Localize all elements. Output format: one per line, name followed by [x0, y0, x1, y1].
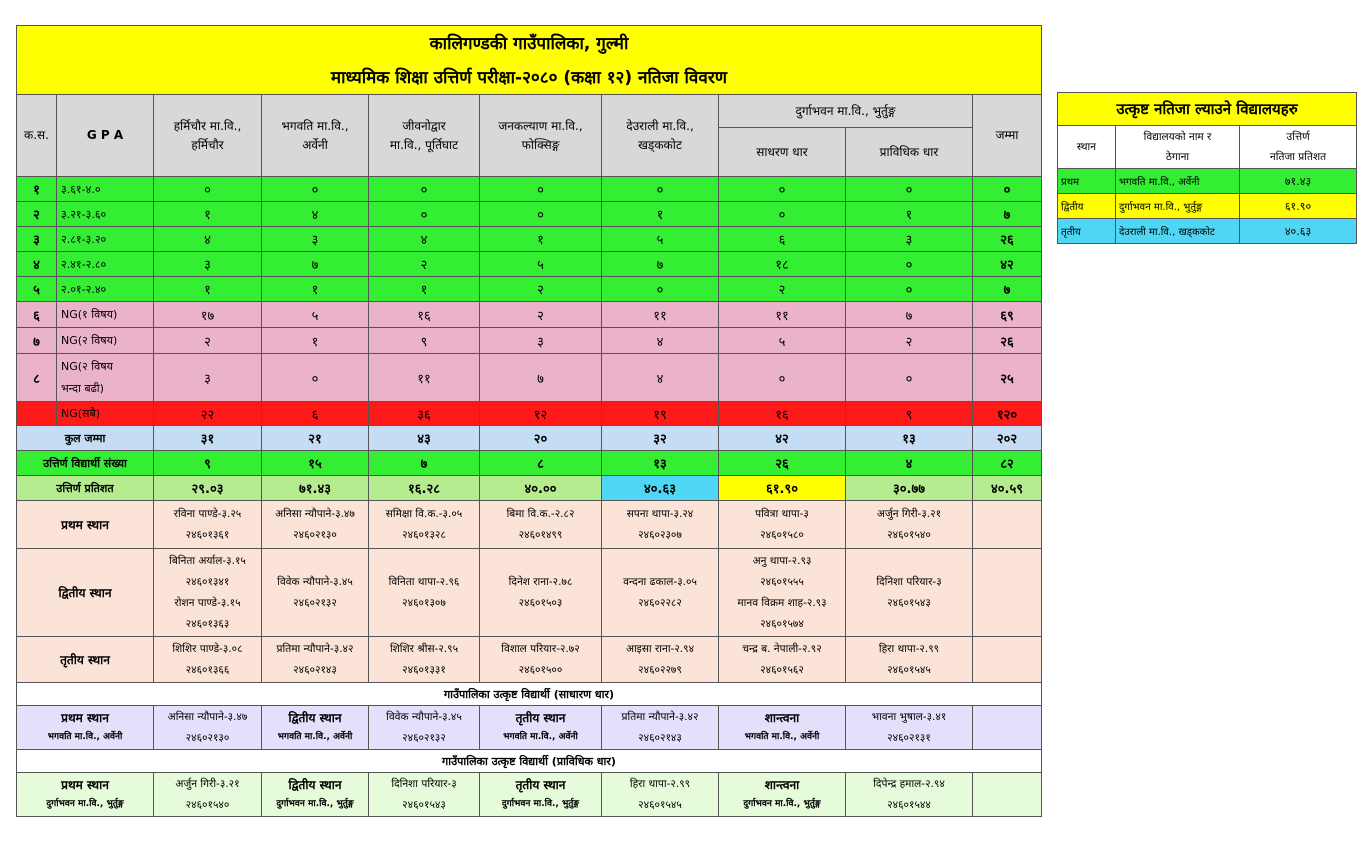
- best-percent: ६१.९०: [1240, 194, 1357, 219]
- row-value: ५: [719, 328, 846, 354]
- header-school-4: जनकल्याण मा.वि., फोक्सिङ्ग: [480, 95, 602, 177]
- row-value: ०: [602, 277, 719, 302]
- passed-cell: ९: [154, 451, 262, 476]
- row-value: १: [602, 202, 719, 227]
- third-place-row: [17, 637, 1042, 683]
- header-school-2: भगवति मा.वि., अर्वेनी: [262, 95, 369, 177]
- third-place-label: तृतीय स्थान: [17, 637, 154, 683]
- row-gpa: २.८१-३.२०: [57, 227, 154, 252]
- first-place-cell: समिक्षा वि.क.-३.०५ २४६०१३२८: [369, 501, 480, 549]
- gpa-row: [17, 354, 1042, 402]
- row-value: १: [154, 202, 262, 227]
- row-value: १: [262, 277, 369, 302]
- row-value: ३: [480, 328, 602, 354]
- row-sn: ५: [17, 277, 57, 302]
- total-label: कुल जम्मा: [17, 426, 154, 451]
- best-schools-title: उत्कृष्ट नतिजा ल्याउने विद्यालयहरु: [1058, 93, 1357, 126]
- passed-label: उत्तिर्ण विद्यार्थी संख्या: [17, 451, 154, 476]
- best-schools-table: [1057, 92, 1357, 244]
- third-place-cell: आइसा राना-२.९४ २४६०२२७९: [602, 637, 719, 683]
- gpa-row: [17, 302, 1042, 328]
- row-value: २: [480, 277, 602, 302]
- row-gpa: NG(२ विषय भन्दा बढी): [57, 354, 154, 402]
- total-cell: ३१: [154, 426, 262, 451]
- total-cell: २१: [262, 426, 369, 451]
- header-gpa: G P A: [57, 95, 154, 177]
- general-second-student: विवेक न्यौपाने-३.४५ २४६०२१३२: [369, 706, 480, 750]
- row-value: ५: [602, 227, 719, 252]
- row-gpa: NG(२ विषय): [57, 328, 154, 354]
- row-value: १: [846, 202, 973, 227]
- row-value: २: [846, 328, 973, 354]
- row-value: ४: [602, 354, 719, 402]
- row-value: २२: [154, 402, 262, 426]
- technical-consolation-label: शान्त्वना दुर्गाभवन मा.वि., भुर्तुङ्ग: [719, 773, 846, 817]
- general-stream-row: [17, 706, 1042, 750]
- row-value: ०: [846, 252, 973, 277]
- row-total: १२०: [973, 402, 1042, 426]
- pass-percent-row: [17, 476, 1042, 501]
- row-gpa: २.०१-२.४०: [57, 277, 154, 302]
- passed-cell: ४: [846, 451, 973, 476]
- row-sn: ३: [17, 227, 57, 252]
- row-total: २५: [973, 354, 1042, 402]
- row-value: ३: [154, 252, 262, 277]
- second-place-cell: दिनेश राना-२.७८ २४६०१५०३: [480, 549, 602, 637]
- best-rank: द्वितीय: [1058, 194, 1116, 219]
- row-value: ९: [846, 402, 973, 426]
- second-place-empty: [973, 549, 1042, 637]
- third-place-cell: शिशिर श्रीस-२.९५ २४६०१३३१: [369, 637, 480, 683]
- row-value: ०: [719, 202, 846, 227]
- passed-cell: २६: [719, 451, 846, 476]
- row-value: ०: [602, 177, 719, 202]
- technical-consolation-student: दिपेन्द्र हमाल-२.९४ २४६०१५४४: [846, 773, 973, 817]
- pass-percent-cell: ६१.९०: [719, 476, 846, 501]
- third-place-cell: चन्द्र ब. नेपाली-२.९२ २४६०१५६२: [719, 637, 846, 683]
- row-value: १६: [719, 402, 846, 426]
- row-value: ९: [369, 328, 480, 354]
- row-value: २: [719, 277, 846, 302]
- passed-cell: १३: [602, 451, 719, 476]
- total-cell: १३: [846, 426, 973, 451]
- row-total: ७: [973, 277, 1042, 302]
- total-cell: ४३: [369, 426, 480, 451]
- header-school-1: हर्मिचौर मा.वि., हर्मिचौर: [154, 95, 262, 177]
- row-value: ७: [262, 252, 369, 277]
- first-place-cell: सपना थापा-३.२४ २४६०२३०७: [602, 501, 719, 549]
- row-value: १९: [602, 402, 719, 426]
- second-place-row: [17, 549, 1042, 637]
- row-value: ४: [602, 328, 719, 354]
- general-third-label: तृतीय स्थान भगवति मा.वि., अर्वेनी: [480, 706, 602, 750]
- general-stream-heading-row: [17, 683, 1042, 706]
- row-total: २६: [973, 227, 1042, 252]
- row-total: ४२: [973, 252, 1042, 277]
- gpa-row: [17, 227, 1042, 252]
- general-third-student: प्रतिमा न्यौपाने-३.४२ २४६०२१४३: [602, 706, 719, 750]
- pass-percent-cell: ४०.६३: [602, 476, 719, 501]
- general-second-label: द्वितीय स्थान भगवति मा.वि., अर्वेनी: [262, 706, 369, 750]
- row-value: २: [154, 328, 262, 354]
- row-value: ६: [719, 227, 846, 252]
- row-sn: [17, 402, 57, 426]
- best-row: [1058, 169, 1357, 194]
- best-school: दुर्गाभवन मा.वि., भुर्तुङ्ग: [1116, 194, 1240, 219]
- row-sn: ७: [17, 328, 57, 354]
- general-first-label: प्रथम स्थान भगवति मा.वि., अर्वेनी: [17, 706, 154, 750]
- pass-percent-label: उत्तिर्ण प्रतिशत: [17, 476, 154, 501]
- row-value: ७: [846, 302, 973, 328]
- best-rank: तृतीय: [1058, 219, 1116, 244]
- row-value: ०: [846, 277, 973, 302]
- row-total: ६९: [973, 302, 1042, 328]
- row-gpa: NG(१ विषय): [57, 302, 154, 328]
- gpa-row: [17, 277, 1042, 302]
- row-value: ०: [846, 354, 973, 402]
- row-total: २६: [973, 328, 1042, 354]
- best-rank: प्रथम: [1058, 169, 1116, 194]
- general-stream-heading: गाउँपालिका उत्कृष्ट विद्यार्थी (साधारण धार): [17, 683, 1042, 706]
- best-row: [1058, 194, 1357, 219]
- passed-cell: ७: [369, 451, 480, 476]
- gpa-row: [17, 402, 1042, 426]
- gpa-row: [17, 202, 1042, 227]
- row-value: ४: [262, 202, 369, 227]
- row-value: ०: [480, 177, 602, 202]
- third-place-empty: [973, 637, 1042, 683]
- general-consolation-student: भावना भुषाल-३.४१ २४६०२१३१: [846, 706, 973, 750]
- second-place-cell: अनु थापा-२.९३ २४६०१५५५ मानव विक्रम शाह-२.९३ २४६०१५७४: [719, 549, 846, 637]
- row-value: ६: [262, 402, 369, 426]
- technical-empty: [973, 773, 1042, 817]
- pass-percent-cell: २९.०३: [154, 476, 262, 501]
- first-place-label: प्रथम स्थान: [17, 501, 154, 549]
- row-value: १८: [719, 252, 846, 277]
- header-general-stream: साधरण धार: [719, 128, 846, 177]
- header-sn: क.स.: [17, 95, 57, 177]
- second-place-cell: दिनिशा परियार-३ २४६०१५४३: [846, 549, 973, 637]
- total-row: [17, 426, 1042, 451]
- second-place-cell: बिनिता अर्याल-३.१५ २४६०१३४१ रोशन पाण्डे-३.१५ २४६०१३६३: [154, 549, 262, 637]
- best-percent: ४०.६३: [1240, 219, 1357, 244]
- row-value: ०: [262, 177, 369, 202]
- row-value: १६: [369, 302, 480, 328]
- row-total: ७: [973, 202, 1042, 227]
- gpa-row: [17, 252, 1042, 277]
- best-school: भगवति मा.वि., अर्वेनी: [1116, 169, 1240, 194]
- gpa-row: [17, 177, 1042, 202]
- second-place-cell: विनिता थापा-२.९६ २४६०१३०७: [369, 549, 480, 637]
- gpa-row: [17, 328, 1042, 354]
- row-value: ३: [846, 227, 973, 252]
- third-place-cell: हिरा थापा-२.९९ २४६०१५४५: [846, 637, 973, 683]
- row-value: ७: [602, 252, 719, 277]
- row-value: १: [262, 328, 369, 354]
- second-place-cell: विवेक न्यौपाने-३.४५ २४६०२१३२: [262, 549, 369, 637]
- header-total: जम्मा: [973, 95, 1042, 177]
- row-value: ०: [154, 177, 262, 202]
- row-value: ११: [719, 302, 846, 328]
- pass-percent-cell: ३०.७७: [846, 476, 973, 501]
- row-value: ०: [846, 177, 973, 202]
- third-place-cell: शिशिर पाण्डे-३.०८ २४६०१३६६: [154, 637, 262, 683]
- header-technical-stream: प्राविधिक धार: [846, 128, 973, 177]
- page-subtitle: माध्यमिक शिक्षा उत्तिर्ण परीक्षा-२०८० (कक्षा १२) नतिजा विवरण: [17, 58, 1042, 95]
- row-sn: ६: [17, 302, 57, 328]
- technical-stream-heading-row: [17, 750, 1042, 773]
- row-value: ३: [262, 227, 369, 252]
- row-value: ५: [480, 252, 602, 277]
- technical-first-label: प्रथम स्थान दुर्गाभवन मा.वि., भुर्तुङ्ग: [17, 773, 154, 817]
- first-place-cell: रविना पाण्डे-३.२५ २४६०१३६१: [154, 501, 262, 549]
- row-gpa: २.४१-२.८०: [57, 252, 154, 277]
- pass-percent-cell: ७१.४३: [262, 476, 369, 501]
- header-school-5: देउराली मा.वि., खड्ककोट: [602, 95, 719, 177]
- row-value: ४: [369, 227, 480, 252]
- passed-cell: ८: [480, 451, 602, 476]
- second-place-label: द्वितीय स्थान: [17, 549, 154, 637]
- third-place-cell: विशाल परियार-२.७२ २४६०१५००: [480, 637, 602, 683]
- row-value: ०: [369, 177, 480, 202]
- first-place-empty: [973, 501, 1042, 549]
- general-consolation-label: शान्त्वना भगवति मा.वि., अर्वेनी: [719, 706, 846, 750]
- row-value: १: [154, 277, 262, 302]
- row-value: १: [480, 227, 602, 252]
- technical-second-student: दिनिशा परियार-३ २४६०१५४३: [369, 773, 480, 817]
- row-value: ३६: [369, 402, 480, 426]
- technical-stream-heading: गाउँपालिका उत्कृष्ट विद्यार्थी (प्राविधिक धार): [17, 750, 1042, 773]
- pass-percent-cell: १६.२८: [369, 476, 480, 501]
- row-value: ०: [262, 354, 369, 402]
- technical-third-student: हिरा थापा-२.९९ २४६०१५४५: [602, 773, 719, 817]
- technical-stream-row: [17, 773, 1042, 817]
- best-percent: ७१.४३: [1240, 169, 1357, 194]
- gpa-rows: [17, 177, 1042, 426]
- total-cell: ४२: [719, 426, 846, 451]
- row-value: ७: [480, 354, 602, 402]
- second-place-cell: वन्दना ढकाल-३.०५ २४६०२२८२: [602, 549, 719, 637]
- row-total: ०: [973, 177, 1042, 202]
- row-sn: २: [17, 202, 57, 227]
- best-header-school: विद्यालयको नाम र ठेगाना: [1116, 126, 1240, 169]
- best-row: [1058, 219, 1357, 244]
- row-value: ४: [154, 227, 262, 252]
- row-sn: ८: [17, 354, 57, 402]
- row-value: ३: [154, 354, 262, 402]
- row-sn: ४: [17, 252, 57, 277]
- third-place-cell: प्रतिमा न्यौपाने-३.४२ २४६०२१४३: [262, 637, 369, 683]
- technical-third-label: तृतीय स्थान दुर्गाभवन मा.वि., भुर्तुङ्ग: [480, 773, 602, 817]
- best-header-rank: स्थान: [1058, 126, 1116, 169]
- grand-total: २०२: [973, 426, 1042, 451]
- row-value: ०: [719, 177, 846, 202]
- row-value: २: [369, 252, 480, 277]
- first-place-row: [17, 501, 1042, 549]
- row-value: ०: [369, 202, 480, 227]
- first-place-cell: बिमा वि.क.-२.८२ २४६०१४९९: [480, 501, 602, 549]
- first-place-cell: अर्जुन गिरी-३.२१ २४६०१५४०: [846, 501, 973, 549]
- total-cell: ३२: [602, 426, 719, 451]
- row-value: ११: [369, 354, 480, 402]
- row-value: १२: [480, 402, 602, 426]
- header-school-6: दुर्गाभवन मा.वि., भुर्तुङ्ग: [719, 95, 973, 128]
- technical-first-student: अर्जुन गिरी-३.२१ २४६०१५४०: [154, 773, 262, 817]
- first-place-cell: पवित्रा थापा-३ २४६०१५८०: [719, 501, 846, 549]
- row-sn: १: [17, 177, 57, 202]
- total-cell: २०: [480, 426, 602, 451]
- best-school: देउराली मा.वि., खड्ककोट: [1116, 219, 1240, 244]
- passed-total: ८२: [973, 451, 1042, 476]
- header-school-3: जीवनोद्वार मा.वि., पूर्तिघाट: [369, 95, 480, 177]
- first-place-cell: अनिसा न्यौपाने-३.४७ २४६०२१३०: [262, 501, 369, 549]
- pass-percent-cell: ४०.००: [480, 476, 602, 501]
- row-value: १७: [154, 302, 262, 328]
- row-value: ०: [719, 354, 846, 402]
- row-gpa: ३.२१-३.६०: [57, 202, 154, 227]
- row-value: २: [480, 302, 602, 328]
- general-empty: [973, 706, 1042, 750]
- passed-cell: १५: [262, 451, 369, 476]
- technical-second-label: द्वितीय स्थान दुर्गाभवन मा.वि., भुर्तुङ्ग: [262, 773, 369, 817]
- pass-percent-total: ४०.५९: [973, 476, 1042, 501]
- best-header-pass: उत्तिर्ण नतिजा प्रतिशत: [1240, 126, 1357, 169]
- passed-row: [17, 451, 1042, 476]
- row-value: ०: [480, 202, 602, 227]
- page-title: कालिगण्डकी गाउँपालिका, गुल्मी: [17, 26, 1042, 59]
- row-value: १: [369, 277, 480, 302]
- results-table: [16, 25, 1042, 817]
- row-gpa: NG(सबै): [57, 402, 154, 426]
- row-gpa: ३.६१-४.०: [57, 177, 154, 202]
- row-value: ११: [602, 302, 719, 328]
- general-first-student: अनिसा न्यौपाने-३.४७ २४६०२१३०: [154, 706, 262, 750]
- row-value: ५: [262, 302, 369, 328]
